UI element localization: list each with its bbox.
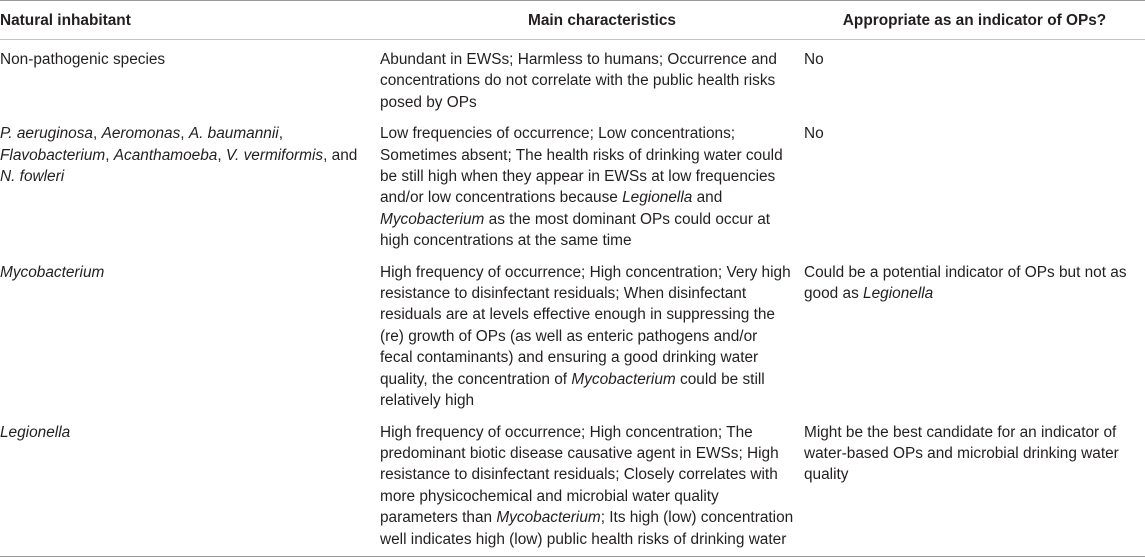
text-run: Could be a potential indicator of OPs but not as good as <box>804 263 1127 303</box>
indicator-text: No <box>804 125 824 143</box>
header-main-characteristics: Main characteristics <box>380 1 804 40</box>
header-natural-inhabitant: Natural inhabitant <box>0 1 380 40</box>
table-row <box>0 252 1145 412</box>
indicator-text: Might be the best candidate for an indicator of water-based OPs and microbial drinking water quality <box>804 423 1119 484</box>
cell-inhabitant <box>0 113 380 251</box>
cell-indicator <box>804 113 1145 251</box>
species-name: V. vermiformis <box>225 146 324 164</box>
cell-indicator <box>804 252 1145 412</box>
characteristics-text <box>380 262 804 412</box>
table-body <box>0 40 1145 557</box>
cell-characteristics <box>380 252 804 412</box>
separator: , <box>217 146 226 164</box>
text-run: as the most dominant OPs could occur at high concentrations at the same time <box>380 210 771 250</box>
indicator-text <box>804 262 1145 305</box>
cell-characteristics <box>380 412 804 557</box>
text-run: High frequency of occurrence; High concentration; The predominant biotic disease causative agent in EWSs; High resistance to disinfectant residuals; Closely correlates with more physicochemical and microbial water quality parameters than <box>380 423 779 527</box>
cell-characteristics <box>380 113 804 251</box>
species-name: N. fowleri <box>0 168 65 186</box>
cell-inhabitant <box>0 412 380 557</box>
inhabitant-text <box>0 422 380 443</box>
text-run: Low frequencies of occurrence; Low concentrations; Sometimes absent; The health risks of drinking water could be still high when they appear in EWSs at low frequencies and/or low concentrations because <box>380 125 783 207</box>
separator: , <box>180 125 189 143</box>
separator: , and <box>323 146 358 164</box>
text-run: could be still relatively high <box>380 370 765 410</box>
text-run: ; Its high (low) concentration well indicates high (low) public health risks of drinking water <box>380 509 794 548</box>
table-row <box>0 40 1145 114</box>
characteristics-text <box>380 422 804 550</box>
indicator-text: No <box>804 51 824 68</box>
header-row <box>0 1 1145 40</box>
species-name: Mycobacterium <box>0 263 105 281</box>
table-row <box>0 412 1145 557</box>
separator: , <box>93 125 102 143</box>
cell-characteristics <box>380 40 804 114</box>
separator: , <box>278 125 283 143</box>
species-name: Legionella <box>863 285 934 303</box>
species-name: Mycobacterium <box>496 509 601 527</box>
cell-indicator <box>804 40 1145 114</box>
species-name: Mycobacterium <box>380 210 485 228</box>
characteristics-text: Abundant in EWSs; Harmless to humans; Occurrence and concentrations do not correlate with the public health risks posed by OPs <box>380 51 777 111</box>
text-run: High frequency of occurrence; High concentration; Very high resistance to disinfectant residuals; When disinfectant residuals are at levels effective enough in suppressing the (re) growth of OPs (as well as enteric pathogens and/or fecal contaminants) and ensuring a good drinking water quality, the concentration of <box>380 263 791 388</box>
cell-inhabitant <box>0 40 380 114</box>
species-name: Acanthamoeba <box>113 146 218 164</box>
species-name: A. baumannii <box>188 125 279 143</box>
species-name: Flavobacterium <box>0 146 106 164</box>
separator: , <box>105 146 114 164</box>
inhabitant-text <box>0 123 380 187</box>
species-name: Mycobacterium <box>571 370 676 388</box>
species-name: Aeromonas <box>101 125 181 143</box>
inhabitant-text: Non-pathogenic species <box>0 51 166 68</box>
species-name: Legionella <box>622 189 693 207</box>
text-run: and <box>692 189 723 207</box>
table-row <box>0 113 1145 251</box>
species-name: P. aeruginosa <box>0 125 93 143</box>
species-name: Legionella <box>0 423 71 441</box>
table-header <box>0 1 1145 40</box>
cell-indicator <box>804 412 1145 557</box>
cell-inhabitant <box>0 252 380 412</box>
characteristics-text <box>380 123 804 251</box>
header-indicator: Appropriate as an indicator of OPs? <box>804 1 1145 40</box>
inhabitant-text <box>0 262 380 283</box>
